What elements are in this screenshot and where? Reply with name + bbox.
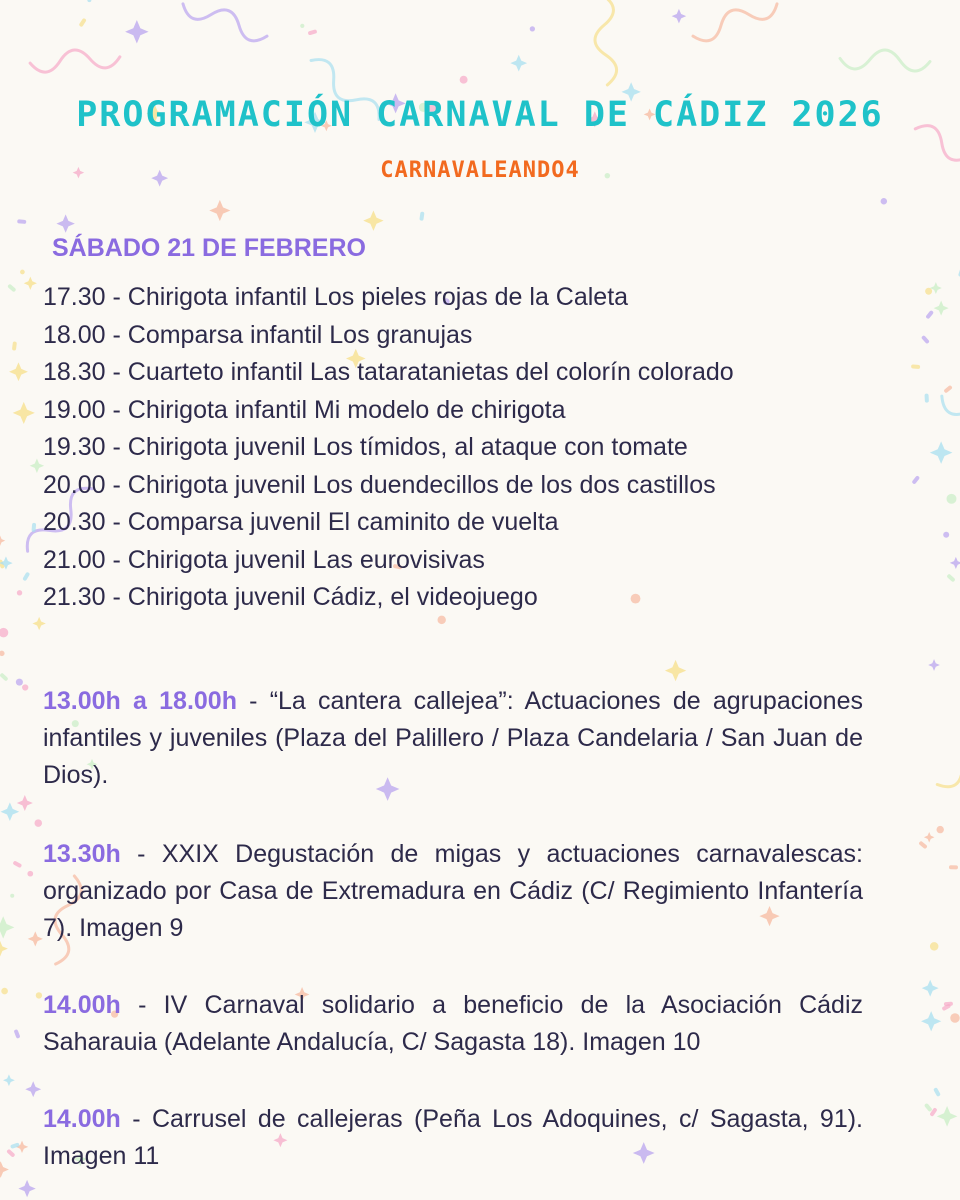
confetti-piece [932, 727, 960, 793]
confetti-piece [593, 0, 618, 85]
confetti-piece [934, 301, 949, 316]
confetti-piece [1, 988, 8, 995]
event-text: - “La cantera callejea”: Actuaciones de agrupaciones infantiles y juveniles (Plaza del Palillero / Plaza Candelaria / San Juan de Dios). [43, 687, 863, 789]
schedule-item: 17.30 - Chirigota infantil Los pieles rojas de la Caleta [43, 283, 629, 311]
confetti-piece [1, 802, 20, 821]
confetti-piece [14, 1029, 21, 1039]
confetti-piece [419, 211, 424, 220]
confetti-piece [943, 532, 949, 538]
confetti-piece [510, 55, 527, 72]
confetti-piece [924, 1103, 933, 1112]
confetti-piece [530, 26, 535, 31]
confetti-piece [925, 310, 934, 320]
confetti-piece [36, 992, 42, 998]
confetti-piece [87, 0, 91, 2]
confetti-piece [20, 270, 25, 275]
confetti-piece [933, 1087, 941, 1097]
confetti-piece [27, 871, 33, 877]
confetti-piece [30, 459, 44, 473]
confetti-piece [28, 931, 43, 946]
confetti-piece [924, 394, 928, 403]
confetti-piece [949, 865, 958, 869]
event-paragraph [43, 836, 863, 947]
confetti-piece [18, 1180, 35, 1197]
confetti-piece [881, 198, 887, 204]
confetti-piece [10, 1142, 20, 1149]
confetti-piece [12, 860, 22, 868]
confetti-piece [937, 388, 960, 453]
confetti-piece [32, 617, 45, 630]
confetti-piece [0, 1161, 9, 1178]
event-paragraph [43, 1101, 863, 1175]
confetti-piece [7, 284, 16, 293]
confetti-piece [17, 590, 22, 595]
confetti-piece [921, 1011, 941, 1031]
confetti-piece [35, 819, 43, 827]
confetti-piece [0, 941, 8, 957]
event-time: 13.30h [43, 840, 121, 868]
confetti-piece [924, 832, 935, 843]
confetti-piece [0, 916, 14, 938]
confetti-piece [921, 335, 930, 344]
event-text: - XXIX Degustación de migas y actuaciones carnavalescas: organizado por Casa de Extremadura en Cádiz (C/ Regimiento Infantería 7). Imagen 9 [43, 840, 863, 942]
schedule-item: 19.00 - Chirigota infantil Mi modelo de chirigota [43, 395, 566, 424]
event-paragraph [43, 683, 863, 794]
confetti-piece [950, 557, 960, 569]
confetti-piece [0, 535, 5, 545]
schedule-item: 20.30 - Comparsa juvenil El caminito de vuelta [43, 508, 559, 536]
event-paragraph [43, 987, 863, 1061]
event-time: 14.00h [43, 1105, 121, 1133]
confetti-piece [925, 288, 932, 295]
confetti-piece [672, 9, 687, 24]
confetti-piece [3, 1074, 15, 1086]
confetti-piece [17, 795, 33, 811]
confetti-piece [946, 573, 955, 582]
confetti-piece [930, 942, 939, 951]
confetti-piece [56, 214, 74, 232]
confetti-piece [930, 441, 953, 464]
schedule-item: 21.30 - Chirigota juvenil Cádiz, el videojuego [43, 583, 538, 611]
schedule-item: 21.00 - Chirigota juvenil Las eurovisivas [43, 545, 485, 574]
confetti-piece [947, 494, 957, 504]
confetti-piece [13, 402, 35, 424]
confetti-piece [125, 20, 148, 43]
event-text: - IV Carnaval solidario a beneficio de la Asociación Cádiz Saharauia (Adelante Andalucía, C/ Sagasta 18). Imagen 10 [43, 991, 863, 1056]
confetti-piece [922, 980, 939, 997]
confetti-piece [689, 0, 780, 45]
confetti-piece [209, 200, 230, 221]
confetti-piece [911, 475, 920, 485]
confetti-piece [928, 659, 940, 671]
confetti-piece [911, 364, 920, 369]
schedule-item: 18.30 - Cuarteto infantil Las tataratanietas del colorín colorado [43, 358, 734, 386]
confetti-piece [918, 841, 928, 850]
event-time: 14.00h [43, 991, 121, 1019]
confetti-piece [665, 660, 686, 681]
confetti-piece [12, 341, 17, 350]
event-text: - Carrusel de callejeras (Peña Los Adoquines, c/ Sagasta, 91). Imagen 11 [43, 1105, 863, 1170]
confetti-piece [29, 47, 120, 73]
confetti-piece [9, 362, 28, 381]
schedule-item: 20.00 - Chirigota juvenil Los duendecillos de los dos castillos [43, 470, 716, 499]
schedule-item: 19.30 - Chirigota juvenil Los tímidos, al ataque con tomate [43, 433, 688, 461]
confetti-piece [0, 628, 8, 638]
confetti-piece [363, 210, 383, 230]
confetti-piece [0, 672, 9, 681]
event-time: 13.00h a 18.00h [43, 687, 237, 715]
confetti-piece [6, 1149, 15, 1158]
confetti-piece [16, 679, 23, 686]
confetti-piece [22, 684, 28, 690]
confetti-piece [460, 76, 468, 84]
page-subtitle: CARNAVALEANDO4 [380, 158, 580, 183]
confetti-piece [17, 219, 26, 224]
schedule-item: 18.00 - Comparsa infantil Los granujas [43, 320, 473, 349]
confetti-piece [79, 18, 87, 28]
page-title: PROGRAMACIÓN CARNAVAL DE CÁDIZ 2026 [76, 95, 884, 135]
confetti-piece [179, 0, 270, 45]
confetti-piece [25, 1081, 41, 1097]
confetti-piece [437, 616, 445, 624]
schedule-list [43, 279, 734, 617]
confetti-piece [308, 29, 318, 35]
confetti-piece [0, 651, 5, 656]
confetti-piece [24, 277, 37, 290]
confetti-piece [937, 1106, 958, 1127]
confetti-piece [943, 385, 953, 394]
confetti-piece [937, 826, 944, 833]
confetti-piece [840, 48, 931, 71]
confetti-piece [22, 572, 30, 582]
day-heading: SÁBADO 21 DE FEBRERO [52, 234, 366, 262]
confetti-piece [950, 1013, 959, 1022]
confetti-piece [300, 24, 304, 28]
confetti-piece [10, 894, 14, 898]
